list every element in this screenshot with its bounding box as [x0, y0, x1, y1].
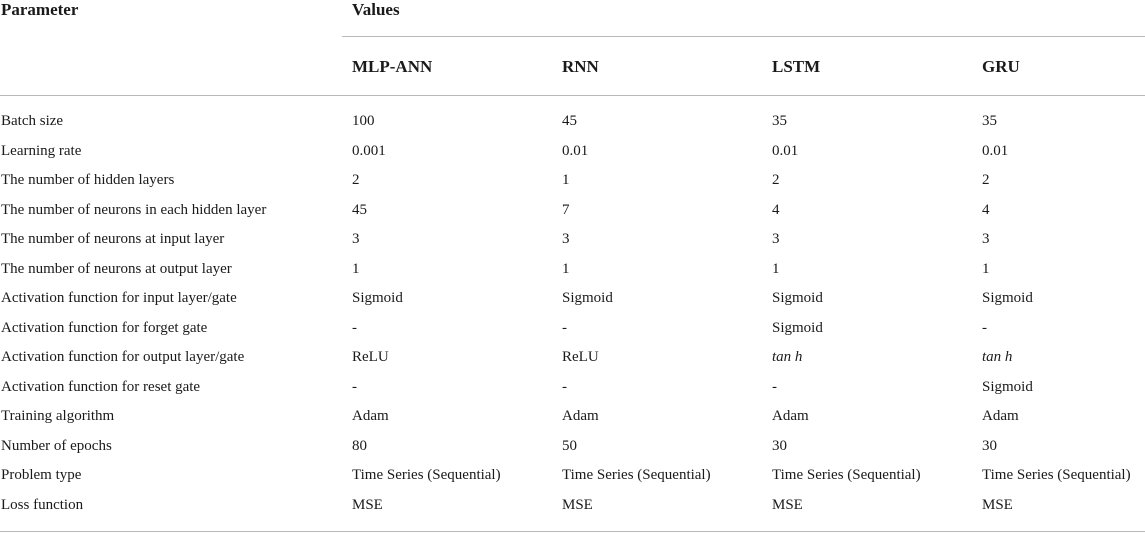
table-row: [0, 343, 1145, 373]
cell-mlp-ann: Adam: [352, 408, 389, 424]
cell-lstm: 30: [772, 437, 787, 454]
header-rule: [0, 95, 1145, 96]
cell-gru: 2: [982, 172, 990, 188]
cell-mlp-ann: Time Series (Sequential): [352, 467, 501, 483]
cell-lstm: 4: [772, 201, 780, 218]
table-row: [0, 461, 1145, 491]
table-row: [0, 196, 1145, 226]
cell-rnn: 45: [562, 113, 577, 129]
cell-lstm: Sigmoid: [772, 319, 823, 336]
parameter-header: Parameter: [1, 0, 79, 19]
cell-lstm: Adam: [772, 408, 809, 424]
row-label: Loss function: [1, 496, 84, 513]
cell-rnn: MSE: [562, 496, 593, 513]
row-label: Batch size: [1, 113, 64, 129]
table-row: [0, 491, 1145, 521]
cell-rnn: Adam: [562, 408, 599, 424]
table-row: [0, 255, 1145, 285]
row-label: Problem type: [1, 467, 82, 483]
cell-rnn: Sigmoid: [562, 290, 613, 306]
column-header-mlp-ann: MLP-ANN: [352, 57, 433, 76]
table-header: [0, 0, 1145, 22]
row-label: Learning rate: [1, 142, 82, 159]
bottom-rule: [0, 531, 1145, 532]
table-row: [0, 373, 1145, 403]
cell-gru: tan h: [982, 349, 1013, 365]
cell-rnn: 0.01: [562, 142, 589, 159]
values-rule: [342, 36, 1145, 37]
cell-gru: -: [982, 319, 987, 336]
row-label: The number of neurons in each hidden layer: [1, 201, 267, 218]
cell-gru: Time Series (Sequential): [982, 467, 1131, 483]
table-row: [0, 137, 1145, 167]
column-header-gru: GRU: [982, 57, 1020, 76]
cell-mlp-ann: MSE: [352, 496, 383, 513]
cell-gru: 3: [982, 231, 990, 247]
cell-mlp-ann: 0.001: [352, 142, 386, 159]
cell-gru: Sigmoid: [982, 378, 1033, 395]
cell-gru: 4: [982, 201, 990, 218]
cell-gru: 30: [982, 437, 997, 454]
cell-gru: Adam: [982, 408, 1019, 424]
row-label: Activation function for input layer/gate: [1, 290, 237, 306]
column-header-lstm: LSTM: [772, 57, 821, 76]
cell-lstm: Time Series (Sequential): [772, 467, 921, 483]
cell-rnn: 7: [562, 201, 570, 218]
row-label: Number of epochs: [1, 437, 112, 454]
row-label: The number of neurons at input layer: [1, 231, 225, 247]
table-row: [0, 432, 1145, 462]
row-label: Activation function for forget gate: [1, 319, 208, 336]
cell-rnn: 1: [562, 260, 570, 277]
cell-lstm: 0.01: [772, 142, 799, 159]
cell-gru: MSE: [982, 496, 1013, 513]
cell-rnn: -: [562, 319, 567, 336]
table-row: [0, 284, 1145, 314]
cell-gru: 35: [982, 113, 997, 129]
cell-rnn: 50: [562, 437, 577, 454]
table-body: [0, 107, 1145, 520]
cell-gru: 0.01: [982, 142, 1009, 159]
cell-rnn: -: [562, 378, 567, 395]
cell-mlp-ann: Sigmoid: [352, 290, 403, 306]
cell-lstm: 2: [772, 172, 780, 188]
cell-mlp-ann: -: [352, 319, 357, 336]
cell-mlp-ann: 45: [352, 201, 367, 218]
cell-mlp-ann: 2: [352, 172, 360, 188]
table-row: [0, 314, 1145, 344]
cell-mlp-ann: 100: [352, 113, 375, 129]
cell-gru: 1: [982, 260, 990, 277]
cell-lstm: 1: [772, 260, 780, 277]
cell-lstm: 3: [772, 231, 780, 247]
row-label: Training algorithm: [1, 408, 115, 424]
table-row: [0, 402, 1145, 432]
cell-lstm: tan h: [772, 349, 803, 365]
cell-lstm: Sigmoid: [772, 290, 823, 306]
cell-lstm: MSE: [772, 496, 803, 513]
row-label: The number of neurons at output layer: [1, 260, 232, 277]
cell-mlp-ann: -: [352, 378, 357, 395]
cell-rnn: 3: [562, 231, 570, 247]
table-row: [0, 225, 1145, 255]
row-label: Activation function for output layer/gate: [1, 349, 245, 365]
row-label: The number of hidden layers: [1, 172, 175, 188]
cell-lstm: -: [772, 378, 777, 395]
cell-mlp-ann: 1: [352, 260, 360, 277]
table-row: [0, 107, 1145, 137]
cell-gru: Sigmoid: [982, 290, 1033, 306]
cell-rnn: ReLU: [562, 349, 599, 365]
cell-mlp-ann: 80: [352, 437, 367, 454]
cell-lstm: 35: [772, 113, 787, 129]
cell-mlp-ann: 3: [352, 231, 360, 247]
cell-rnn: 1: [562, 172, 570, 188]
row-label: Activation function for reset gate: [1, 378, 201, 395]
table-row: [0, 166, 1145, 196]
column-header-rnn: RNN: [562, 57, 599, 76]
cell-rnn: Time Series (Sequential): [562, 467, 711, 483]
values-header: Values: [352, 0, 400, 19]
cell-mlp-ann: ReLU: [352, 349, 389, 365]
